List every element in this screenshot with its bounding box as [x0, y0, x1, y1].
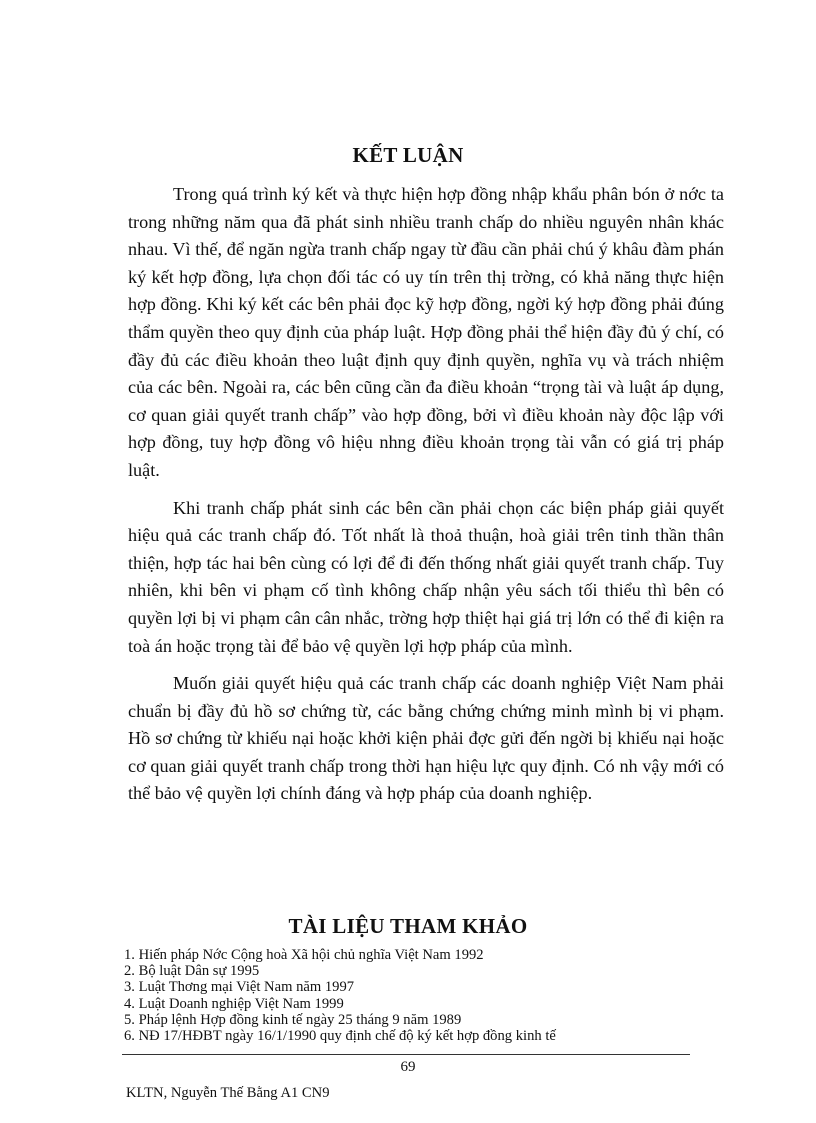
reference-item: 6. NĐ 17/HĐBT ngày 16/1/1990 quy định chế độ ký kết hợp đồng kinh tế — [124, 1028, 556, 1045]
reference-item: 5. Pháp lệnh Hợp đồng kinh tế ngày 25 tháng 9 năm 1989 — [124, 1011, 462, 1028]
footer-divider — [122, 1054, 690, 1055]
paragraph: Muốn giải quyết hiệu quả các tranh chấp các doanh nghiệp Việt Nam phải chuẩn bị đầy đủ hồ sơ chứng từ, các bằng chứng chứng minh mình bị vi phạm. Hồ sơ chứng từ khiếu nại hoặc khởi kiện phải đợc gửi đến ngời bị khiếu nại hoặc cơ quan giải quyết tranh chấp trong thời hạn hiệu lực quy định. Có nh vậy mới có thể bảo vệ quyền lợi chính đáng và hợp pháp của doanh nghiệp. — [128, 673, 724, 804]
reference-item: 3. Luật Thơng mại Việt Nam năm 1997 — [124, 979, 355, 996]
references-list — [124, 947, 694, 1044]
page-number: 69 — [400, 1059, 416, 1075]
paragraph: Khi tranh chấp phát sinh các bên cần phải chọn các biện pháp giải quyết hiệu quả các tranh chấp đó. Tốt nhất là thoả thuận, hoà giải trên tinh thần thân thiện, hợp tác hai bên cùng có lợi để đi đến thống nhất giải quyết tranh chấp. Tuy nhiên, khi bên vi phạm cố tình không chấp nhận yêu sách tối thiểu thì bên có quyền lợi bị vi phạm cân cân nhắc, trờng hợp thiệt hại giá trị lớn có thể đi kiện ra toà án hoặc trọng tài để bảo vệ quyền lợi hợp pháp của mình. — [128, 497, 724, 656]
conclusion-body — [128, 181, 724, 818]
reference-item: 2. Bộ luật Dân sự 1995 — [124, 963, 260, 980]
references-heading: TÀI LIỆU THAM KHẢO — [288, 914, 528, 938]
paragraph: Trong quá trình ký kết và thực hiện hợp đồng nhập khẩu phân bón ở nớc ta trong những năm qua đã phát sinh nhiều tranh chấp do nhiều nguyên nhân khác nhau. Vì thế, để ngăn ngừa tranh chấp ngay từ đầu cần phải chú ý khâu đàm phán ký kết hợp đồng, lựa chọn đối tác có uy tín trên thị trờng, có khả năng thực hiện hợp đồng. Khi ký kết các bên phải đọc kỹ hợp đồng, ngời ký hợp đồng phải đúng thẩm quyền theo quy định của pháp luật. Hợp đồng phải thể hiện đầy đủ ý chí, có đầy đủ các điều khoản theo luật định quy định quyền, nghĩa vụ và trách nhiệm của các bên. Ngoài ra, các bên cũng cần đa điều khoản “trọng tài và luật áp dụng, cơ quan giải quyết tranh chấp” vào hợp đồng, bởi vì điều khoản này độc lập với hợp đồng, tuy hợp đồng vô hiệu nhng điều khoản trọng tài vẫn có giá trị pháp luật. — [128, 184, 724, 480]
conclusion-heading: KẾT LUẬN — [352, 143, 464, 167]
footer-author: KLTN, Nguyễn Thế Bằng A1 CN9 — [126, 1085, 330, 1101]
reference-item: 1. Hiến pháp Nớc Cộng hoà Xã hội chủ nghĩa Việt Nam 1992 — [124, 947, 484, 963]
reference-item: 4. Luật Doanh nghiệp Việt Nam 1999 — [124, 995, 344, 1012]
